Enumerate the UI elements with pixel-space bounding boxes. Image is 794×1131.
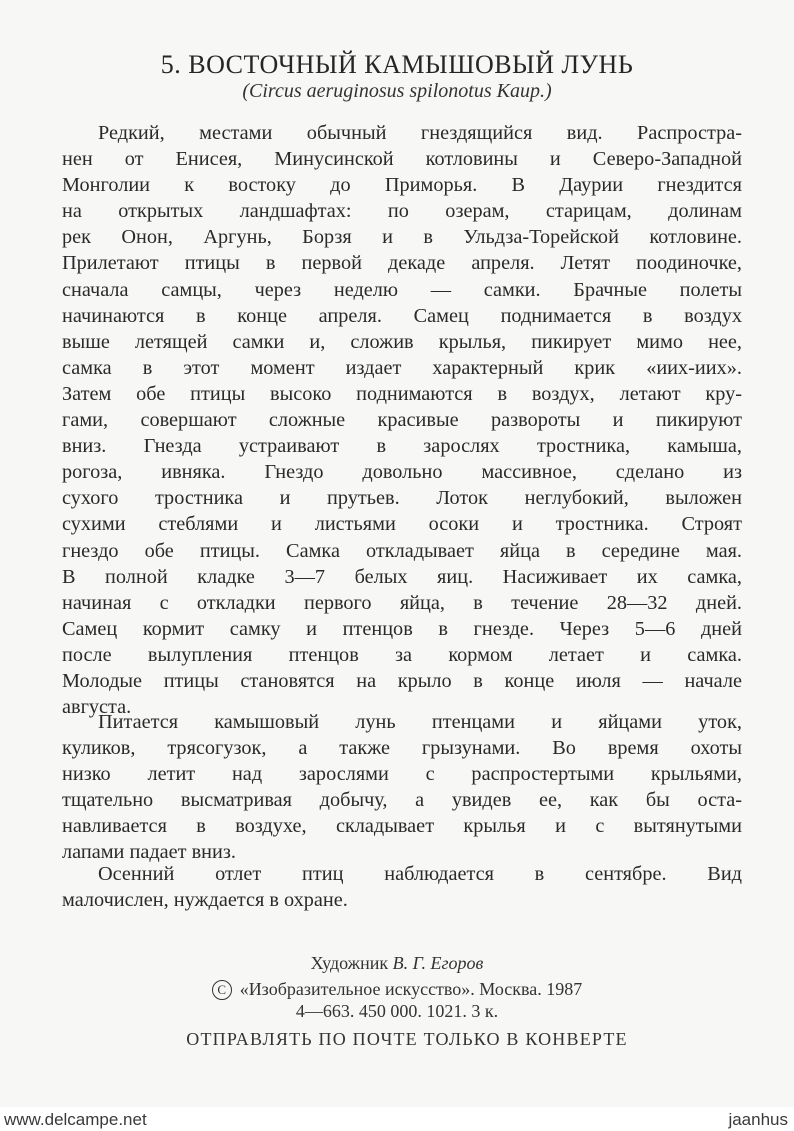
text-line: рек Онон, Аргунь, Борзя и в Ульдза-Торейской котловине. <box>62 226 742 249</box>
paragraph-migration <box>62 861 742 913</box>
text-line: сухими стеблями и листьями осоки и тростника. Строят <box>62 513 742 536</box>
text-line: гами, совершают сложные красивые развороты и пикируют <box>62 409 742 432</box>
text-line: тщательно высматривая добычу, а увидев ее, как бы оста- <box>62 789 742 812</box>
publisher-text: «Изобразительное искусство». Москва. 1987 <box>239 979 583 999</box>
publisher-line <box>0 979 794 1000</box>
latin-name: (Circus aeruginosus spilonotus Kaup.) <box>242 80 552 102</box>
text-line: начинаются в конце апреля. Самец поднимается в воздух <box>62 304 742 327</box>
artist-label: Художник <box>310 953 389 973</box>
paragraph-feeding <box>62 709 742 866</box>
page-title: 5. ВОСТОЧНЫЙ КАМЫШОВЫЙ ЛУНЬ <box>160 50 634 79</box>
copyright-icon: C <box>212 980 232 1000</box>
text-line: куликов, трясогузок, а также грызунами. Во время охоты <box>62 737 742 760</box>
text-line: малочислен, нуждается в охране. <box>62 889 348 912</box>
text-line: Монголии к востоку до Приморья. В Даурии гнездится <box>62 174 742 197</box>
text-line: рогоза, ивняка. Гнездо довольно массивное, сделано из <box>62 461 742 484</box>
text-line: августа. <box>62 696 132 719</box>
text-line: начиная с откладки первого яйца, в течение 28—32 дней. <box>62 591 742 614</box>
text-line: сухого тростника и прутьев. Лоток неглубокий, выложен <box>62 487 742 510</box>
text-line: Питается камышовый лунь птенцами и яйцами уток, <box>98 711 742 733</box>
text-line: после вылупления птенцов за кормом летает и самка. <box>62 643 742 666</box>
artist-credit <box>0 953 794 974</box>
text-line: на открытых ландшафтах: по озерам, старицам, долинам <box>62 200 742 223</box>
text-line: сначала самцы, через неделю — самки. Брачные полеты <box>62 278 742 301</box>
watermark-bar <box>0 1107 794 1131</box>
watermark-right: jaanhus <box>728 1110 788 1129</box>
text-line: навливается в воздухе, складывает крылья и с вытянутыми <box>62 815 742 838</box>
text-line: низко летит над зарослями с распростертыми крыльями, <box>62 763 742 786</box>
text-line: вниз. Гнезда устраивают в зарослях тростника, камыша, <box>62 435 742 458</box>
text-line: Самец кормит самку и птенцов в гнезде. Через 5—6 дней <box>62 617 742 640</box>
text-line: самка в этот момент издает характерный крик «иих-иих». <box>62 356 742 379</box>
watermark-left: www.delcampe.net <box>4 1110 147 1129</box>
text-line: В полной кладке 3—7 белых яиц. Насиживает их самка, <box>62 565 742 588</box>
text-line: выше летящей самки и, сложив крылья, пикирует мимо нее, <box>62 330 742 353</box>
artist-name: В. Г. Егоров <box>392 953 484 973</box>
text-line: Молодые птицы становятся на крыло в конце июля — начале <box>62 669 742 692</box>
text-line: Затем обе птицы высоко поднимаются в воздух, летают кру- <box>62 382 742 405</box>
text-line: гнездо обе птицы. Самка откладывает яйца в середине мая. <box>62 539 742 562</box>
text-line: лапами падает вниз. <box>62 841 236 864</box>
text-line: Редкий, местами обычный гнездящийся вид. Распростра- <box>98 122 742 144</box>
print-codes: 4—663. 450 000. 1021. 3 к. <box>295 1001 499 1021</box>
text-line: Осенний отлет птиц наблюдается в сентябре. Вид <box>98 863 742 885</box>
text-line: Прилетают птицы в первой декаде апреля. Летят поодиночке, <box>62 252 742 275</box>
paragraph-description <box>62 120 742 720</box>
mail-note: ОТПРАВЛЯТЬ ПО ПОЧТЕ ТОЛЬКО В КОНВЕРТЕ <box>186 1029 628 1049</box>
text-line: нен от Енисея, Минусинской котловины и Северо-Западной <box>62 148 742 171</box>
